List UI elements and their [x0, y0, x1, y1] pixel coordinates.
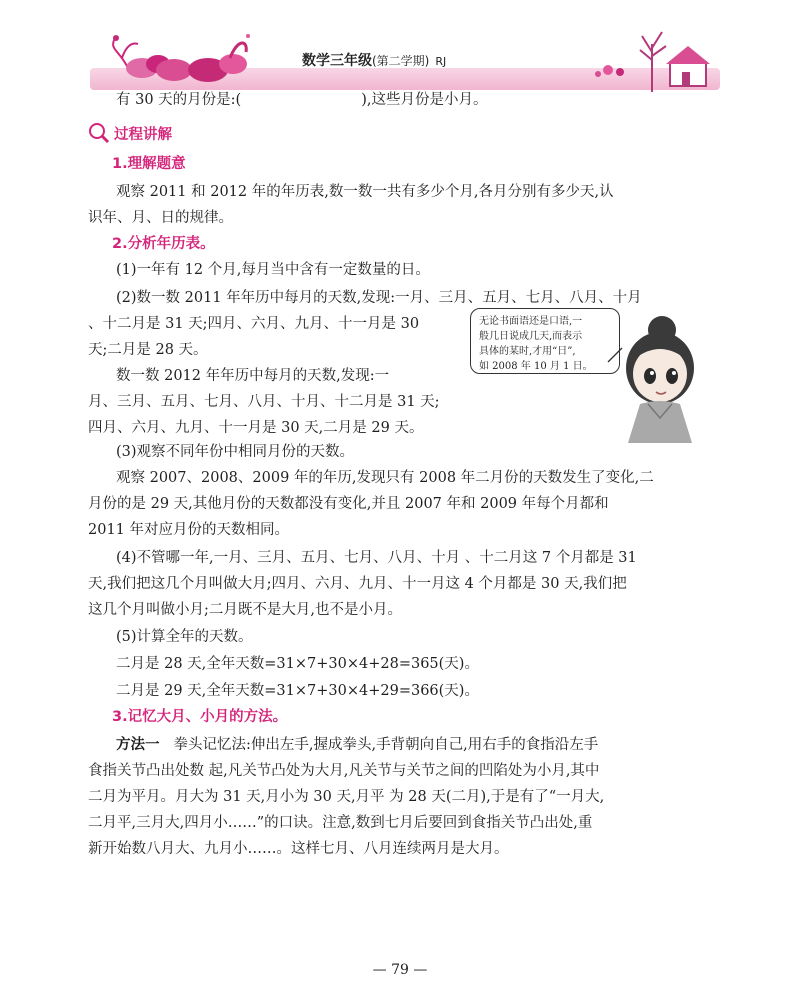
paragraph-line: 观察 2007、2008、2009 年的年历,发现只有 2008 年二月份的天数发生了变化,二	[116, 470, 654, 486]
calculation-line: 二月是 28 天,全年天数=31×7+30×4+28=365(天)。	[116, 656, 479, 672]
section-2-title: 2.分析年历表。	[112, 236, 215, 252]
girl-illustration-icon	[600, 308, 720, 443]
method-label: 方法一	[116, 737, 160, 753]
paragraph-line: (1)一年有 12 个月,每月当中含有一定数量的日。	[116, 262, 430, 278]
edition-label: (第二学期)	[372, 54, 430, 68]
house-tree-decoration-icon	[590, 22, 720, 92]
intro-line-after: ),这些月份是小月。	[361, 92, 488, 108]
speech-bubble: 无论书面语还是口语,一 般几日说成几天,而表示 具体的某时,才用“日”, 如 2008 年 10 月 1 日。	[470, 308, 620, 374]
paragraph-line: 月份的是 29 天,其他月份的天数都没有变化,并且 2007 年和 2009 年每个月都和	[88, 496, 609, 512]
edition-code: RJ	[435, 55, 447, 68]
method-text: 拳头记忆法:伸出左手,握成拳头,手背朝向自己,用右手的食指沿左手	[173, 737, 599, 753]
method-line: 二月平,三月大,四月小……”的口诀。注意,数到七月后要回到食指关节凸出处,重	[88, 815, 593, 831]
magnifier-icon	[88, 122, 110, 144]
page-number: — 79 —	[372, 962, 428, 978]
flower-decoration-icon	[98, 28, 268, 90]
paragraph-line: 2011 年对应月份的天数相同。	[88, 522, 290, 538]
paragraph-line: 数一数 2012 年年历中每月的天数,发现:一	[116, 368, 390, 384]
section-3-title: 3.记忆大月、小月的方法。	[112, 709, 288, 725]
intro-line	[116, 87, 487, 113]
method-line	[116, 732, 598, 758]
process-heading	[88, 120, 172, 146]
paragraph-line: (3)观察不同年份中相同月份的天数。	[116, 444, 355, 460]
book-title: 数学三年级	[302, 53, 372, 69]
section-1-line: 识年、月、日的规律。	[88, 210, 233, 226]
paragraph-line: 四月、六月、九月、十一月是 30 天,二月是 29 天。	[88, 420, 424, 436]
section-1-line: 观察 2011 和 2012 年的年历表,数一数一共有多少个月,各月分别有多少天,认	[116, 184, 614, 200]
paragraph-line: 月、三月、五月、七月、八月、十月、十二月是 31 天;	[88, 394, 440, 410]
paragraph-line: 天;二月是 28 天。	[88, 342, 208, 358]
calculation-line: 二月是 29 天,全年天数=31×7+30×4+29=366(天)。	[116, 683, 479, 699]
method-line: 食指关节凸出处数 起,凡关节凸处为大月,凡关节与关节之间的凹陷处为小月,其中	[88, 763, 600, 779]
intro-line-before: 有 30 天的月份是:(	[116, 92, 242, 108]
section-1-title: 1.理解题意	[112, 156, 186, 172]
paragraph-line: (2)数一数 2011 年年历中每月的天数,发现:一月、三月、五月、七月、八月、十月	[116, 290, 642, 306]
paragraph-line: 、十二月是 31 天;四月、六月、九月、十一月是 30	[88, 316, 420, 332]
paragraph-line: (4)不管哪一年,一月、三月、五月、七月、八月、十月 、十二月这 7 个月都是 31	[116, 550, 637, 566]
paragraph-line: (5)计算全年的天数。	[116, 629, 253, 645]
paragraph-line: 这几个月叫做小月;二月既不是大月,也不是小月。	[88, 602, 402, 618]
page-header	[90, 28, 720, 96]
header-title	[302, 50, 446, 70]
method-line: 新开始数八月大、九月小……。这样七月、八月连续两月是大月。	[88, 841, 509, 857]
paragraph-line: 天,我们把这几个月叫做大月;四月、六月、九月、十一月这 4 个月都是 30 天,我们把	[88, 576, 627, 592]
process-title: 过程讲解	[114, 126, 172, 143]
method-line: 二月为平月。月大为 31 天,月小为 30 天,月平 为 28 天(二月),于是有了“一月大,	[88, 789, 605, 805]
